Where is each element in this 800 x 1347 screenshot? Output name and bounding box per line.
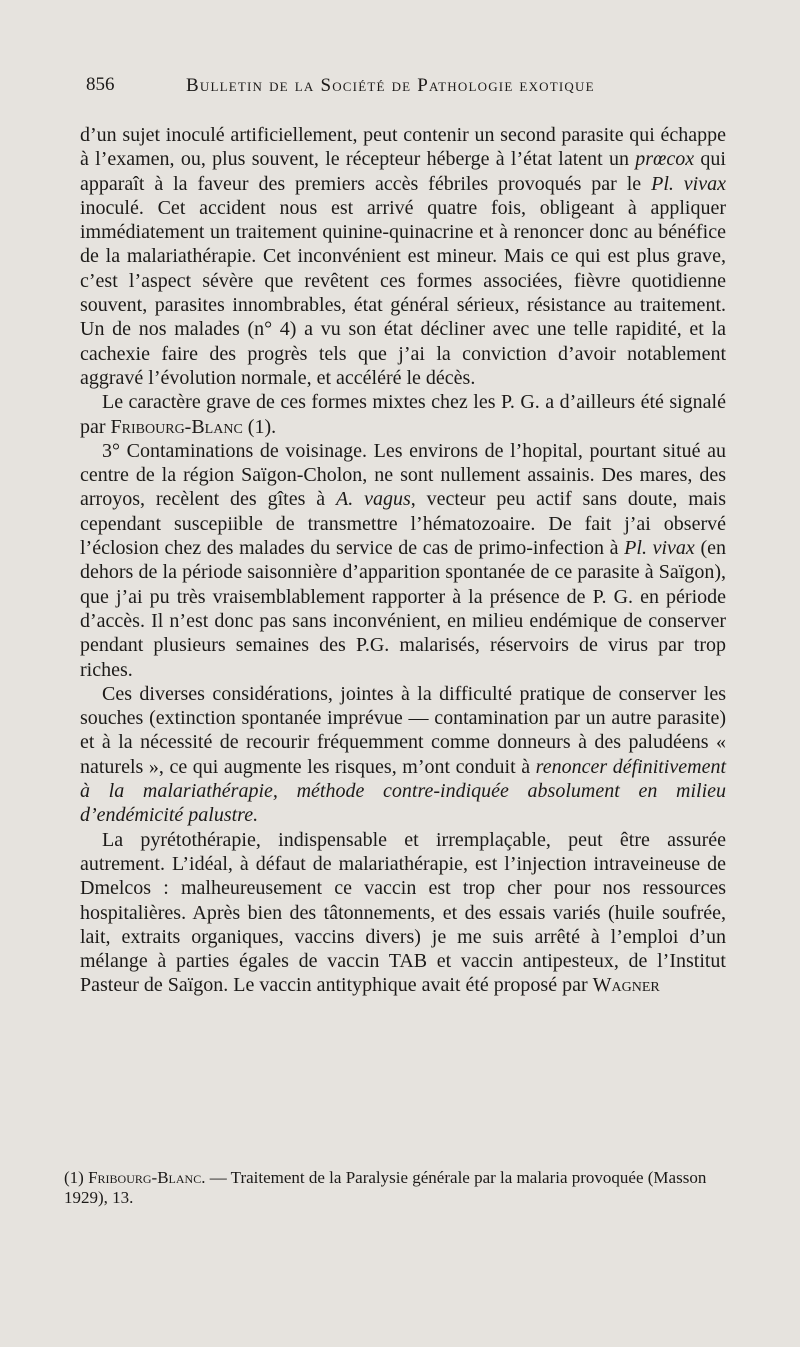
author-wagner: Wagner — [592, 974, 660, 997]
page-number: 856 — [86, 74, 115, 95]
paragraph-4: Ces diverses considérations, jointes à la difficulté pratique de conserver les souches (extinction spontanée imprévue — contamination par un autre parasite) et à la nécessité de recourir fréquemment comme donneurs à des paludéens « naturels », ce qui augmente les risques, m’ont conduit à renoncer définitivement à la malariathérapie, méthode contre-indiquée absolument en milieu d’endémicité palustre. — [80, 682, 726, 827]
paragraph-2: Le caractère grave de ces formes mixtes chez les P. G. a d’ailleurs été signalé par Fribourg-Blanc (1). — [80, 391, 726, 438]
body-text — [80, 123, 726, 998]
running-title: Bulletin de la Société de Pathologie exotique — [186, 75, 595, 96]
footnote-1: (1) Fribourg-Blanc. — Traitement de la Paralysie générale par la malaria provoquée (Masson 1929), 13. — [64, 1168, 707, 1207]
conclusion-emphasis: renoncer définitivement à la malariathérapie, méthode contre-indiquée absolument en milieu d’endémicité palustre. — [80, 755, 726, 827]
paragraph-5: La pyrétothérapie, indispensable et irremplaçable, peut être assurée autrement. L’idéal, à défaut de malariathérapie, est l’injection intraveineuse de Dmelcos : malheureusement ce vaccin est trop cher pour nos ressources hospitalières. Après bien des tâtonnements, et des essais variés (huile soufrée, lait, extraits organiques, vaccins divers) je me suis arrêté à l’emploi d’un mélange à parties égales de vaccin TAB et vaccin antipesteux, de l’Institut Pasteur de Saïgon. Le vaccin antityphique avait été proposé par Wagner — [80, 828, 726, 997]
species-pl-vivax-2: Pl. vivax — [624, 537, 695, 560]
paragraph-3: 3° Contaminations de voisinage. Les environs de l’hopital, pourtant situé au centre de la région Saïgon-Cholon, ne sont nullement assainis. Des mares, des arroyos, recèlent des gîtes à A. vagus, vecteur peu actif sans doute, mais cependant suscepiible de transmettre l’hématozoaire. De fait j’ai observé l’éclosion chez des malades du service de cas de primo-infection à Pl. vivax (en dehors de la période saisonnière d’apparition spontanée de ce parasite à Saïgon), que j’ai pu très vraisemblablement rapporter à la présence de P. G. en période d’accès. Il n’est donc pas sans inconvénient, en milieu endémique de conserver pendant plusieurs semaines des P.G. malarisés, réservoirs de virus par trop riches. — [80, 439, 726, 681]
species-pl-vivax: Pl. vivax — [651, 172, 726, 195]
page-header — [86, 74, 726, 102]
author-citation: Fribourg-Blanc — [110, 415, 243, 438]
footnotes — [64, 1168, 714, 1208]
species-a-vagus: A. vagus — [336, 488, 411, 511]
paragraph-1: d’un sujet inoculé artificiellement, peut contenir un second parasite qui échappe à l’examen, ou, plus souvent, le récepteur héberge à l’état latent un prœcox qui apparaît à la faveur des premiers accès fébriles provoqués par le Pl. vivax inoculé. Cet accident nous est arrivé quatre fois, obligeant à appliquer immédiatement un traitement quinine-quinacrine et à renoncer donc au bénéfice de la malariathérapie. Cet inconvénient est mineur. Mais ce qui est plus grave, c’est l’aspect sévère que revêtent ces formes associées, fièvre quotidienne souvent, parasites innombrables, état général sérieux, résistance au traitement. Un de nos malades (n° 4) a vu son état décliner avec une telle rapidité, et la cachexie faire des progrès tels que j’ai la conviction d’avoir notablement aggravé l’évolution normale, et accéléré le décès. — [80, 124, 726, 389]
footnote-author: Fribourg-Blanc. — [88, 1168, 206, 1187]
species-praecox: prœcox — [635, 148, 695, 171]
